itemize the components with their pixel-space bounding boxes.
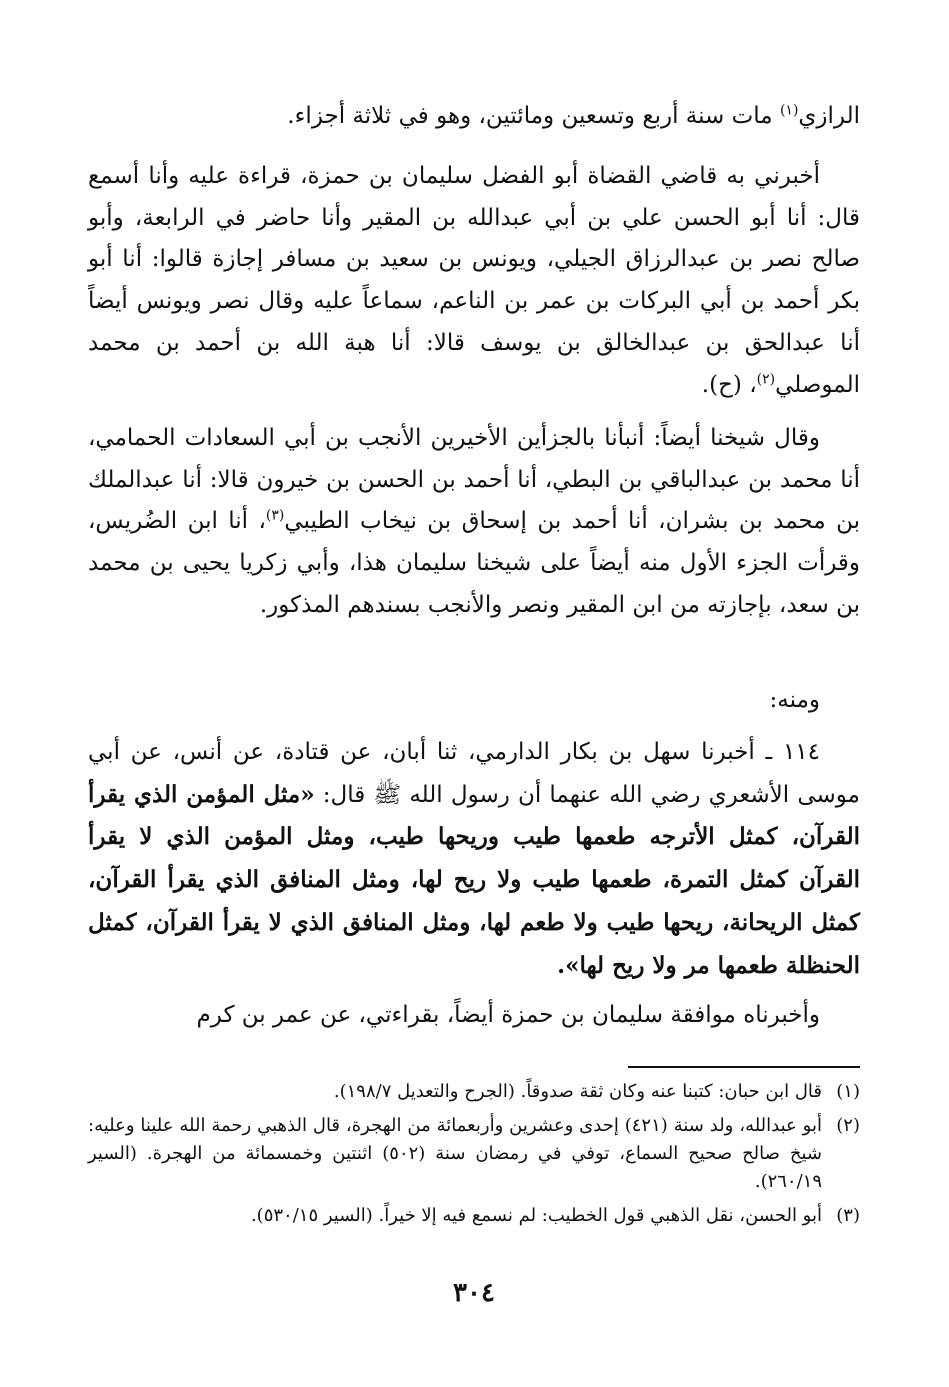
page-number: ٣٠٤: [453, 1278, 495, 1308]
paragraph-1-rest: مات سنة أربع وتسعين ومائتين، وهو في ثلاثة أجزاء.: [287, 103, 780, 129]
footnote-number: (٣): [836, 1205, 860, 1226]
footnote-3: [88, 1202, 860, 1230]
paragraph-2: [88, 156, 860, 406]
footnote-2: [88, 1112, 860, 1196]
paragraph-2-rest: ، (ح).: [701, 371, 757, 398]
footnote-number: (٢): [836, 1115, 860, 1136]
paragraph-2-text: أخبرني به قاضي القضاة أبو الفضل سليمان بن حمزة، قراءة عليه وأنا أسمع قال: أنا أبو الحسن علي بن أبي عبدالله بن المقير وأنا حاضر في الرابعة، وأبو صالح نصر بن عبدالرزاق الجيلي، ويونس بن سعيد بن مسافر إجازة قالوا: أنا أبو بكر أحمد بن أبي البركات بن عمر بن الناعم، سماعاً عليه وقال نصر ويونس أيضاً أنا عبدالحق بن عبدالخالق بن يوسف قالا: أنا هبة الله بن أحمد بن محمد الموصلي: [88, 163, 860, 398]
paragraph-3-text: وقال شيخنا أيضاً: أنبأنا بالجزأين الأخيرين الأنجب بن أبي السعادات الحمامي، أنا محمد بن عبدالباقي بن البطي، أنا أحمد بن الحسن بن خيرون قالا: أنا عبدالملك بن محمد بن بشران، أنا أحمد بن إسحاق بن نيخاب الطيبي: [88, 425, 861, 535]
footnote-text: أبو الحسن، نقل الذهبي قول الخطيب: لم نسمع فيه إلا خيراً. (السير ٥٣٠/١٥).: [250, 1205, 822, 1226]
hadith-paragraph: [88, 732, 860, 987]
hadith-text: «مثل المؤمن الذي يقرأ القرآن، كمثل الأترجه طعمها طيب وريحها طيب، ومثل المؤمن الذي لا يقرأ القرآن كمثل التمرة، طعمها طيب ولا ريح لها، ومثل المنافق الذي يقرأ القرآن، كمثل الريحانة، ريحها طيب ولا طعم لها، ومثل المنافق الذي لا يقرأ القرآن، كمثل الحنظلة طعمها مر ولا ريح لها».: [88, 780, 860, 979]
paragraph-1: [88, 96, 860, 138]
footnote-ref-2: (٢): [756, 370, 776, 387]
footnote-number: (١): [836, 1081, 860, 1102]
footnote-1: [88, 1078, 860, 1106]
section-heading: ومنه:: [769, 687, 820, 713]
paragraph-6: [88, 995, 860, 1037]
footnote-ref-1: (١): [779, 102, 799, 119]
footnote-text: قال ابن حبان: كتبنا عنه وكان ثقة صدوقاً. (الجرح والتعديل ١٩٨/٧).: [333, 1081, 822, 1102]
paragraph-1-text: الرازي: [798, 103, 860, 129]
paragraph-6-text: وأخبرناه موافقة سليمان بن حمزة أيضاً، بقراءتي، عن عمر بن كرم: [196, 1002, 820, 1028]
hadith-chain: ١١٤ ـ أخبرنا سهل بن بكار الدارمي، ثنا أبان، عن قتادة، عن أنس، عن أبي موسى الأشعري رضي الله عنهما أن رسول الله ﷺ قال:: [88, 739, 860, 808]
paragraph-3-rest: ، أنا ابن الضُريس، وقرأت الجزء الأول منه أيضاً على شيخنا سليمان هذا، وأبي زكريا يحيى بن محمد بن سعد، بإجازته من ابن المقير ونصر والأنجب بسندهم المذكور.: [88, 508, 860, 618]
footnote-divider: [628, 1066, 860, 1068]
footnotes: [88, 1078, 860, 1236]
paragraph-4: [88, 680, 860, 722]
footnote-text: أبو عبدالله، ولد سنة (٤٢١) إحدى وعشرين وأربعمائة من الهجرة، قال الذهبي رحمة الله علينا وعليه: شيخ صالح صحيح السماع، توفي في رمضان سنة (٥٠٢) اثنتين وخمسمائة من الهجرة. (السير ٢٦٠/١٩).: [88, 1115, 822, 1192]
footnote-ref-3: (٣): [265, 507, 285, 524]
paragraph-3: [88, 418, 860, 627]
